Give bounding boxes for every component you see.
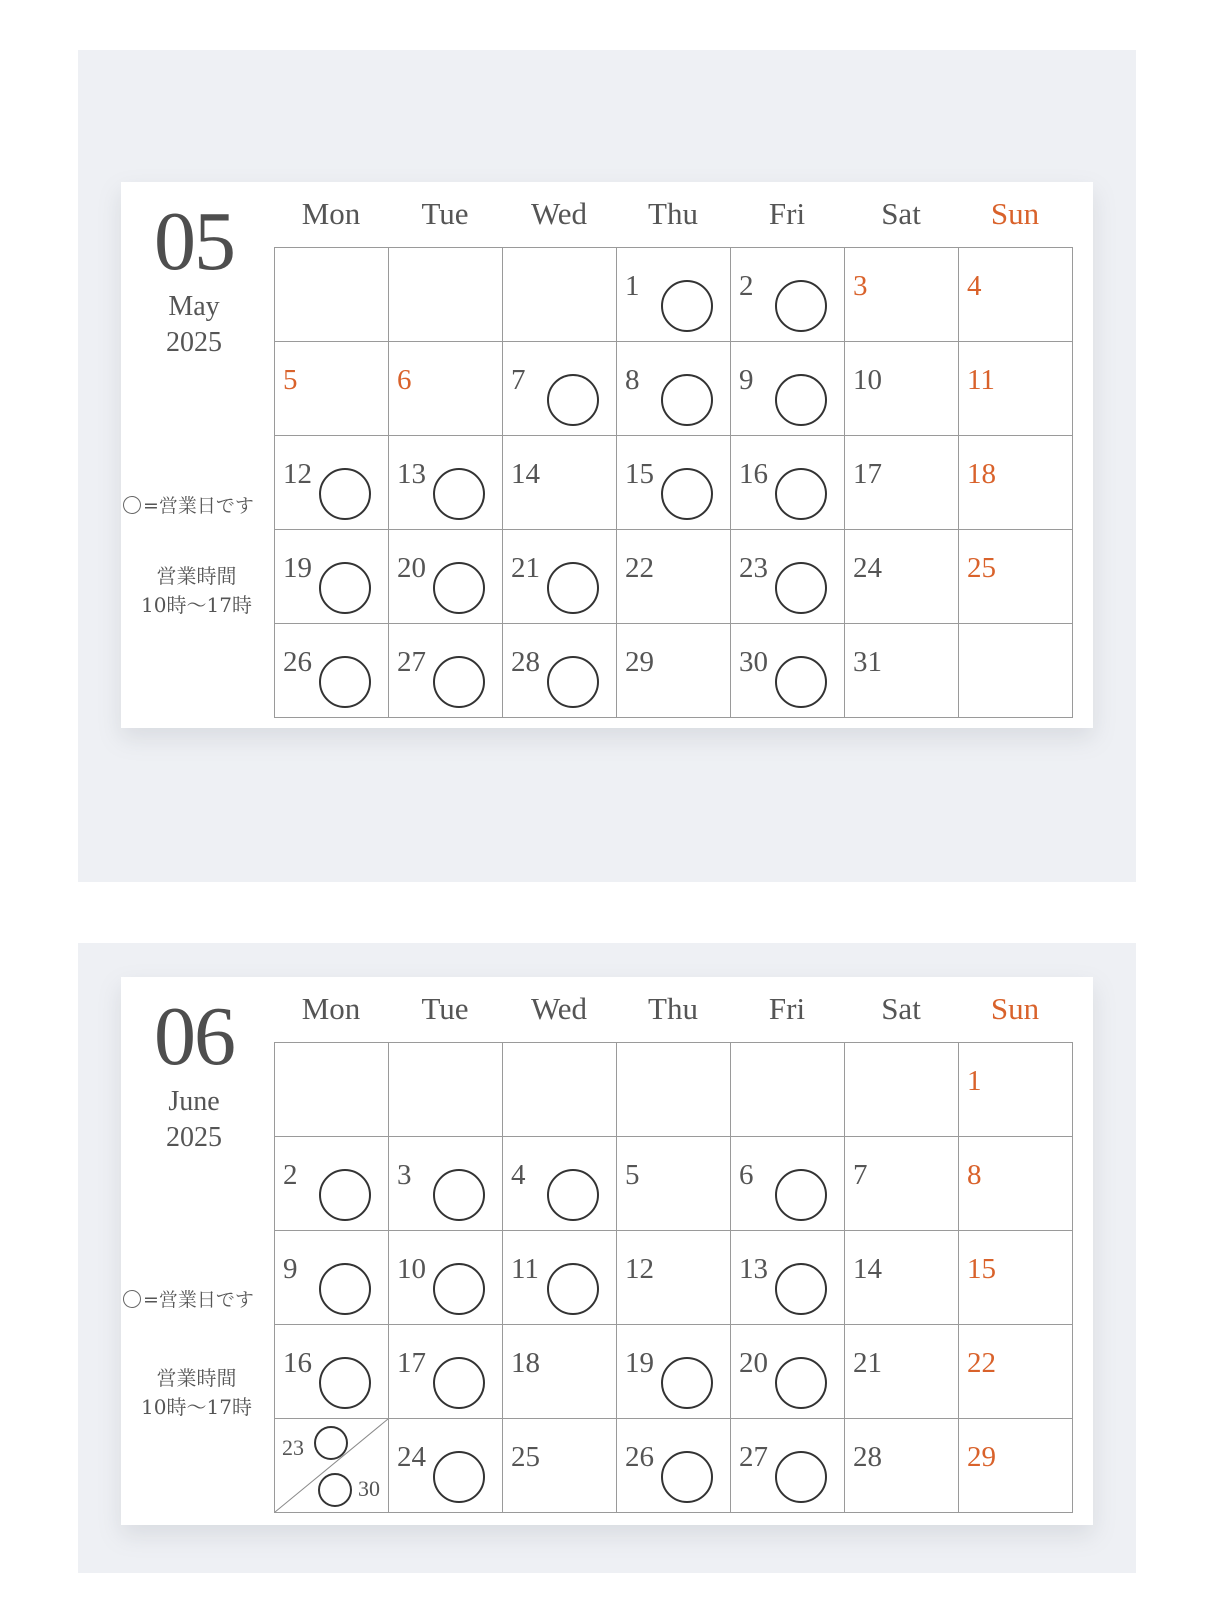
day-cell[interactable]	[845, 1325, 959, 1419]
open-day-circle-icon	[775, 1451, 827, 1503]
legend	[123, 495, 271, 517]
day-number: 8	[967, 1159, 982, 1191]
day-number: 16	[283, 1347, 312, 1379]
day-number: 6	[397, 364, 412, 396]
day-cell[interactable]	[389, 530, 503, 624]
day-number: 2	[283, 1159, 298, 1191]
day-cell[interactable]	[731, 1231, 845, 1325]
month-number: 06	[154, 990, 234, 1083]
weekday-fri: Fri	[768, 196, 806, 231]
day-number: 19	[625, 1347, 654, 1379]
day-number: 6	[739, 1159, 754, 1191]
day-number: 4	[511, 1159, 526, 1191]
legend-label: =営業日です	[143, 1289, 254, 1311]
day-number: 12	[625, 1253, 654, 1285]
day-cell[interactable]	[845, 1137, 959, 1231]
day-number: 20	[739, 1347, 768, 1379]
calendar-grid	[274, 247, 1073, 718]
day-number: 27	[739, 1441, 768, 1473]
day-number: 21	[511, 552, 540, 584]
day-number: 29	[625, 646, 654, 678]
day-number: 4	[967, 270, 982, 302]
day-cell[interactable]	[731, 530, 845, 624]
day-cell[interactable]	[503, 342, 617, 436]
day-cell[interactable]	[845, 436, 959, 530]
day-number: 15	[625, 458, 654, 490]
weekday-header	[274, 989, 1072, 1029]
weekday-sun: Sun	[990, 991, 1040, 1026]
day-cell[interactable]	[617, 436, 731, 530]
open-day-circle-icon	[661, 280, 713, 332]
day-cell[interactable]	[731, 1137, 845, 1231]
day-number: 24	[397, 1441, 426, 1473]
day-cell[interactable]	[389, 1231, 503, 1325]
day-number: 14	[511, 458, 540, 490]
open-day-circle-icon	[775, 374, 827, 426]
day-number: 24	[853, 552, 882, 584]
open-day-circle-icon	[314, 1426, 348, 1460]
weekday-thu: Thu	[648, 196, 698, 231]
weekday-tue: Tue	[421, 196, 469, 231]
day-number: 10	[397, 1253, 426, 1285]
empty-cell	[503, 248, 617, 342]
empty-cell	[275, 1043, 389, 1137]
day-number: 26	[625, 1441, 654, 1473]
day-cell[interactable]	[275, 1231, 389, 1325]
legend	[123, 1289, 271, 1311]
hours-range: 10時～17時	[141, 593, 252, 617]
day-number: 3	[397, 1159, 412, 1191]
open-day-circle-icon	[547, 374, 599, 426]
day-cell[interactable]	[731, 436, 845, 530]
day-number: 22	[967, 1347, 996, 1379]
hours-title: 営業時間	[156, 564, 237, 588]
empty-cell	[845, 1043, 959, 1137]
day-number: 29	[967, 1441, 996, 1473]
day-cell[interactable]	[731, 248, 845, 342]
open-day-circle-icon	[775, 468, 827, 520]
day-cell[interactable]	[275, 624, 389, 718]
open-day-circle-icon	[319, 1357, 371, 1409]
calendar-card	[121, 977, 1093, 1525]
day-cell[interactable]	[845, 1419, 959, 1513]
open-day-circle-icon	[547, 1169, 599, 1221]
empty-cell	[959, 624, 1073, 718]
open-day-circle-icon	[319, 468, 371, 520]
day-number: 23	[739, 552, 768, 584]
open-circle-icon	[123, 1290, 141, 1308]
day-cell[interactable]	[503, 1325, 617, 1419]
month-number: 05	[154, 195, 234, 288]
day-cell[interactable]	[959, 530, 1073, 624]
day-number: 12	[283, 458, 312, 490]
open-day-circle-icon	[433, 1169, 485, 1221]
calendar-panel-june	[78, 943, 1136, 1573]
open-day-circle-icon	[433, 1263, 485, 1315]
day-number: 11	[511, 1253, 539, 1285]
day-cell[interactable]	[731, 624, 845, 718]
day-number: 28	[511, 646, 540, 678]
weekday-header	[274, 194, 1072, 234]
open-day-circle-icon	[433, 468, 485, 520]
empty-cell	[617, 1043, 731, 1137]
day-cell[interactable]	[959, 1419, 1073, 1513]
day-cell[interactable]	[845, 248, 959, 342]
day-number: 5	[283, 364, 298, 396]
day-cell[interactable]	[731, 1419, 845, 1513]
weekday-sat: Sat	[881, 991, 921, 1026]
legend-label: =営業日です	[143, 495, 254, 517]
day-number: 22	[625, 552, 654, 584]
day-cell[interactable]	[845, 624, 959, 718]
day-number: 1	[625, 270, 640, 302]
day-cell[interactable]	[959, 1137, 1073, 1231]
day-cell[interactable]	[845, 530, 959, 624]
day-cell[interactable]	[275, 342, 389, 436]
day-cell[interactable]	[503, 436, 617, 530]
day-number: 31	[853, 646, 882, 678]
day-cell[interactable]	[275, 1137, 389, 1231]
day-cell[interactable]	[617, 1325, 731, 1419]
open-day-circle-icon	[319, 1169, 371, 1221]
business-hours	[129, 1364, 264, 1422]
month-name: June	[168, 1086, 220, 1117]
empty-cell	[389, 248, 503, 342]
open-day-circle-icon	[775, 1263, 827, 1315]
day-cell[interactable]	[503, 530, 617, 624]
day-cell[interactable]	[845, 342, 959, 436]
open-day-circle-icon	[547, 562, 599, 614]
weekday-sun: Sun	[990, 196, 1040, 231]
day-number: 9	[283, 1253, 298, 1285]
hours-range: 10時～17時	[141, 1395, 252, 1419]
day-cell[interactable]	[617, 342, 731, 436]
day-number: 1	[967, 1065, 982, 1097]
empty-cell	[503, 1043, 617, 1137]
day-cell[interactable]	[275, 1419, 389, 1513]
open-day-circle-icon	[319, 656, 371, 708]
day-number: 17	[397, 1347, 426, 1379]
day-cell[interactable]	[731, 342, 845, 436]
day-cell[interactable]	[617, 1137, 731, 1231]
open-day-circle-icon	[775, 280, 827, 332]
open-day-circle-icon	[433, 562, 485, 614]
day-cell[interactable]	[503, 1137, 617, 1231]
day-number: 21	[853, 1347, 882, 1379]
day-cell[interactable]	[389, 1137, 503, 1231]
calendar-card	[121, 182, 1093, 728]
day-number: 14	[853, 1253, 882, 1285]
day-number: 28	[853, 1441, 882, 1473]
day-cell[interactable]	[389, 436, 503, 530]
day-cell[interactable]	[503, 1419, 617, 1513]
weekday-mon: Mon	[301, 196, 361, 231]
day-cell[interactable]	[617, 1231, 731, 1325]
day-cell[interactable]	[959, 248, 1073, 342]
day-cell[interactable]	[275, 530, 389, 624]
day-cell[interactable]	[503, 1231, 617, 1325]
empty-cell	[275, 248, 389, 342]
day-number: 17	[853, 458, 882, 490]
business-hours	[129, 562, 264, 620]
day-number: 27	[397, 646, 426, 678]
day-number: 11	[967, 364, 995, 396]
open-day-circle-icon	[775, 656, 827, 708]
day-cell[interactable]	[845, 1231, 959, 1325]
day-number: 3	[853, 270, 868, 302]
day-number: 23	[282, 1435, 304, 1460]
calendar-grid	[274, 1042, 1073, 1513]
weekday-sat: Sat	[881, 196, 921, 231]
day-number: 7	[511, 364, 526, 396]
day-number: 13	[739, 1253, 768, 1285]
day-cell[interactable]	[731, 1325, 845, 1419]
day-cell[interactable]	[389, 1419, 503, 1513]
day-cell[interactable]	[959, 1043, 1073, 1137]
empty-cell	[731, 1043, 845, 1137]
open-day-circle-icon	[775, 1169, 827, 1221]
weekday-wed: Wed	[530, 991, 588, 1026]
day-number: 10	[853, 364, 882, 396]
day-cell[interactable]	[389, 342, 503, 436]
day-number: 9	[739, 364, 754, 396]
day-number: 8	[625, 364, 640, 396]
day-number: 5	[625, 1159, 640, 1191]
day-cell[interactable]	[503, 624, 617, 718]
open-circle-icon	[123, 496, 141, 514]
day-cell[interactable]	[389, 1325, 503, 1419]
open-day-circle-icon	[319, 562, 371, 614]
weekday-tue: Tue	[421, 991, 469, 1026]
calendar-panel-may	[78, 50, 1136, 882]
day-number: 18	[511, 1347, 540, 1379]
day-cell[interactable]	[959, 1325, 1073, 1419]
day-cell[interactable]	[617, 248, 731, 342]
day-cell[interactable]	[617, 530, 731, 624]
hours-title: 営業時間	[156, 1366, 237, 1390]
year: 2025	[166, 327, 222, 358]
open-day-circle-icon	[318, 1473, 352, 1507]
open-day-circle-icon	[547, 1263, 599, 1315]
day-cell[interactable]	[617, 624, 731, 718]
open-day-circle-icon	[433, 656, 485, 708]
day-number: 19	[283, 552, 312, 584]
year: 2025	[166, 1122, 222, 1153]
day-cell[interactable]	[617, 1419, 731, 1513]
open-day-circle-icon	[547, 656, 599, 708]
open-day-circle-icon	[661, 374, 713, 426]
day-number: 20	[397, 552, 426, 584]
day-number: 30	[739, 646, 768, 678]
day-number: 2	[739, 270, 754, 302]
day-cell[interactable]	[959, 1231, 1073, 1325]
open-day-circle-icon	[775, 562, 827, 614]
month-name: May	[168, 291, 220, 322]
open-day-circle-icon	[661, 468, 713, 520]
day-number: 30	[358, 1476, 380, 1501]
day-number: 25	[511, 1441, 540, 1473]
day-number: 18	[967, 458, 996, 490]
weekday-wed: Wed	[530, 196, 588, 231]
open-day-circle-icon	[661, 1451, 713, 1503]
empty-cell	[389, 1043, 503, 1137]
weekday-thu: Thu	[648, 991, 698, 1026]
day-cell[interactable]	[959, 342, 1073, 436]
day-cell[interactable]	[275, 1325, 389, 1419]
open-day-circle-icon	[433, 1357, 485, 1409]
day-number: 13	[397, 458, 426, 490]
day-number: 15	[967, 1253, 996, 1285]
weekday-fri: Fri	[768, 991, 806, 1026]
open-day-circle-icon	[661, 1357, 713, 1409]
day-number: 7	[853, 1159, 868, 1191]
day-cell[interactable]	[389, 624, 503, 718]
open-day-circle-icon	[319, 1263, 371, 1315]
weekday-mon: Mon	[301, 991, 361, 1026]
day-number: 26	[283, 646, 312, 678]
open-day-circle-icon	[433, 1451, 485, 1503]
day-number: 16	[739, 458, 768, 490]
day-cell[interactable]	[275, 436, 389, 530]
day-number: 25	[967, 552, 996, 584]
day-cell[interactable]	[959, 436, 1073, 530]
open-day-circle-icon	[775, 1357, 827, 1409]
